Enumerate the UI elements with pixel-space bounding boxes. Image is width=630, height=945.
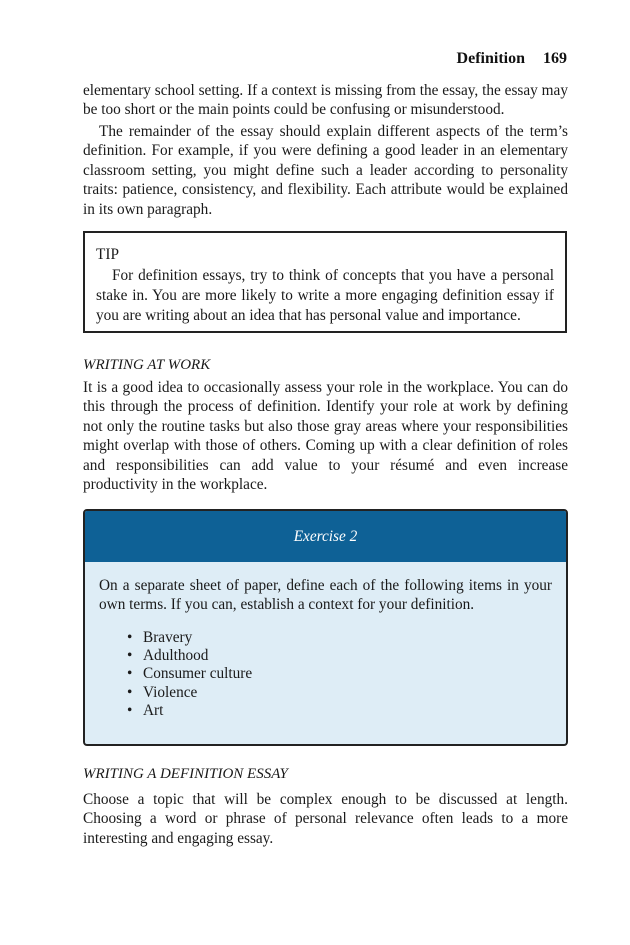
list-item: • Adulthood — [127, 647, 566, 665]
exercise-title: Exercise 2 — [85, 511, 566, 562]
page-number: 169 — [543, 50, 567, 67]
tip-label: TIP — [96, 246, 119, 263]
writing-at-work-text: It is a good idea to occasionally assess your role in the workplace. You can do this through the process of definition. Identify your role at work by defining not only the routine tasks but also those gray areas where your responsibilities might overlap with those of others. Coming up with a clear definition of roles and responsibilities can add value to your résumé and even increase productivity in the workplace. — [83, 379, 568, 494]
running-header — [457, 50, 567, 68]
paragraph-remainder: The remainder of the essay should explain different aspects of the term’s definition. For example, if you were defining a good leader in an elementary classroom setting, you might define such a leader according to personality traits: patience, consistency, and flexibility. Each attribute would be explained in its own paragraph. — [83, 123, 568, 218]
exercise-instructions: On a separate sheet of paper, define each of the following items in your own terms. If you can, establish a context for your definition. — [99, 577, 552, 614]
list-item: • Violence — [127, 684, 566, 702]
definition-essay-heading: WRITING A DEFINITION ESSAY — [83, 766, 288, 782]
list-item: • Bravery — [127, 629, 566, 647]
list-item: • Art — [127, 702, 566, 720]
exercise-list — [127, 629, 566, 720]
running-header-title: Definition — [456, 50, 525, 67]
tip-box — [83, 231, 567, 333]
tip-text: For definition essays, try to think of concepts that you have a personal stake in. You are more likely to write a more engaging definition essay if you are writing about an idea that has personal value and importance. — [96, 267, 554, 324]
list-item: • Consumer culture — [127, 665, 566, 683]
paragraph-continuation: elementary school setting. If a context is missing from the essay, the essay may be too short or the main points could be confusing or misunderstood. — [83, 82, 568, 119]
definition-essay-text: Choose a topic that will be complex enough to be discussed at length. Choosing a word or phrase of personal relevance often leads to a more interesting and engaging essay. — [83, 791, 568, 847]
writing-at-work-heading: WRITING AT WORK — [83, 357, 211, 373]
exercise-box — [83, 509, 568, 746]
